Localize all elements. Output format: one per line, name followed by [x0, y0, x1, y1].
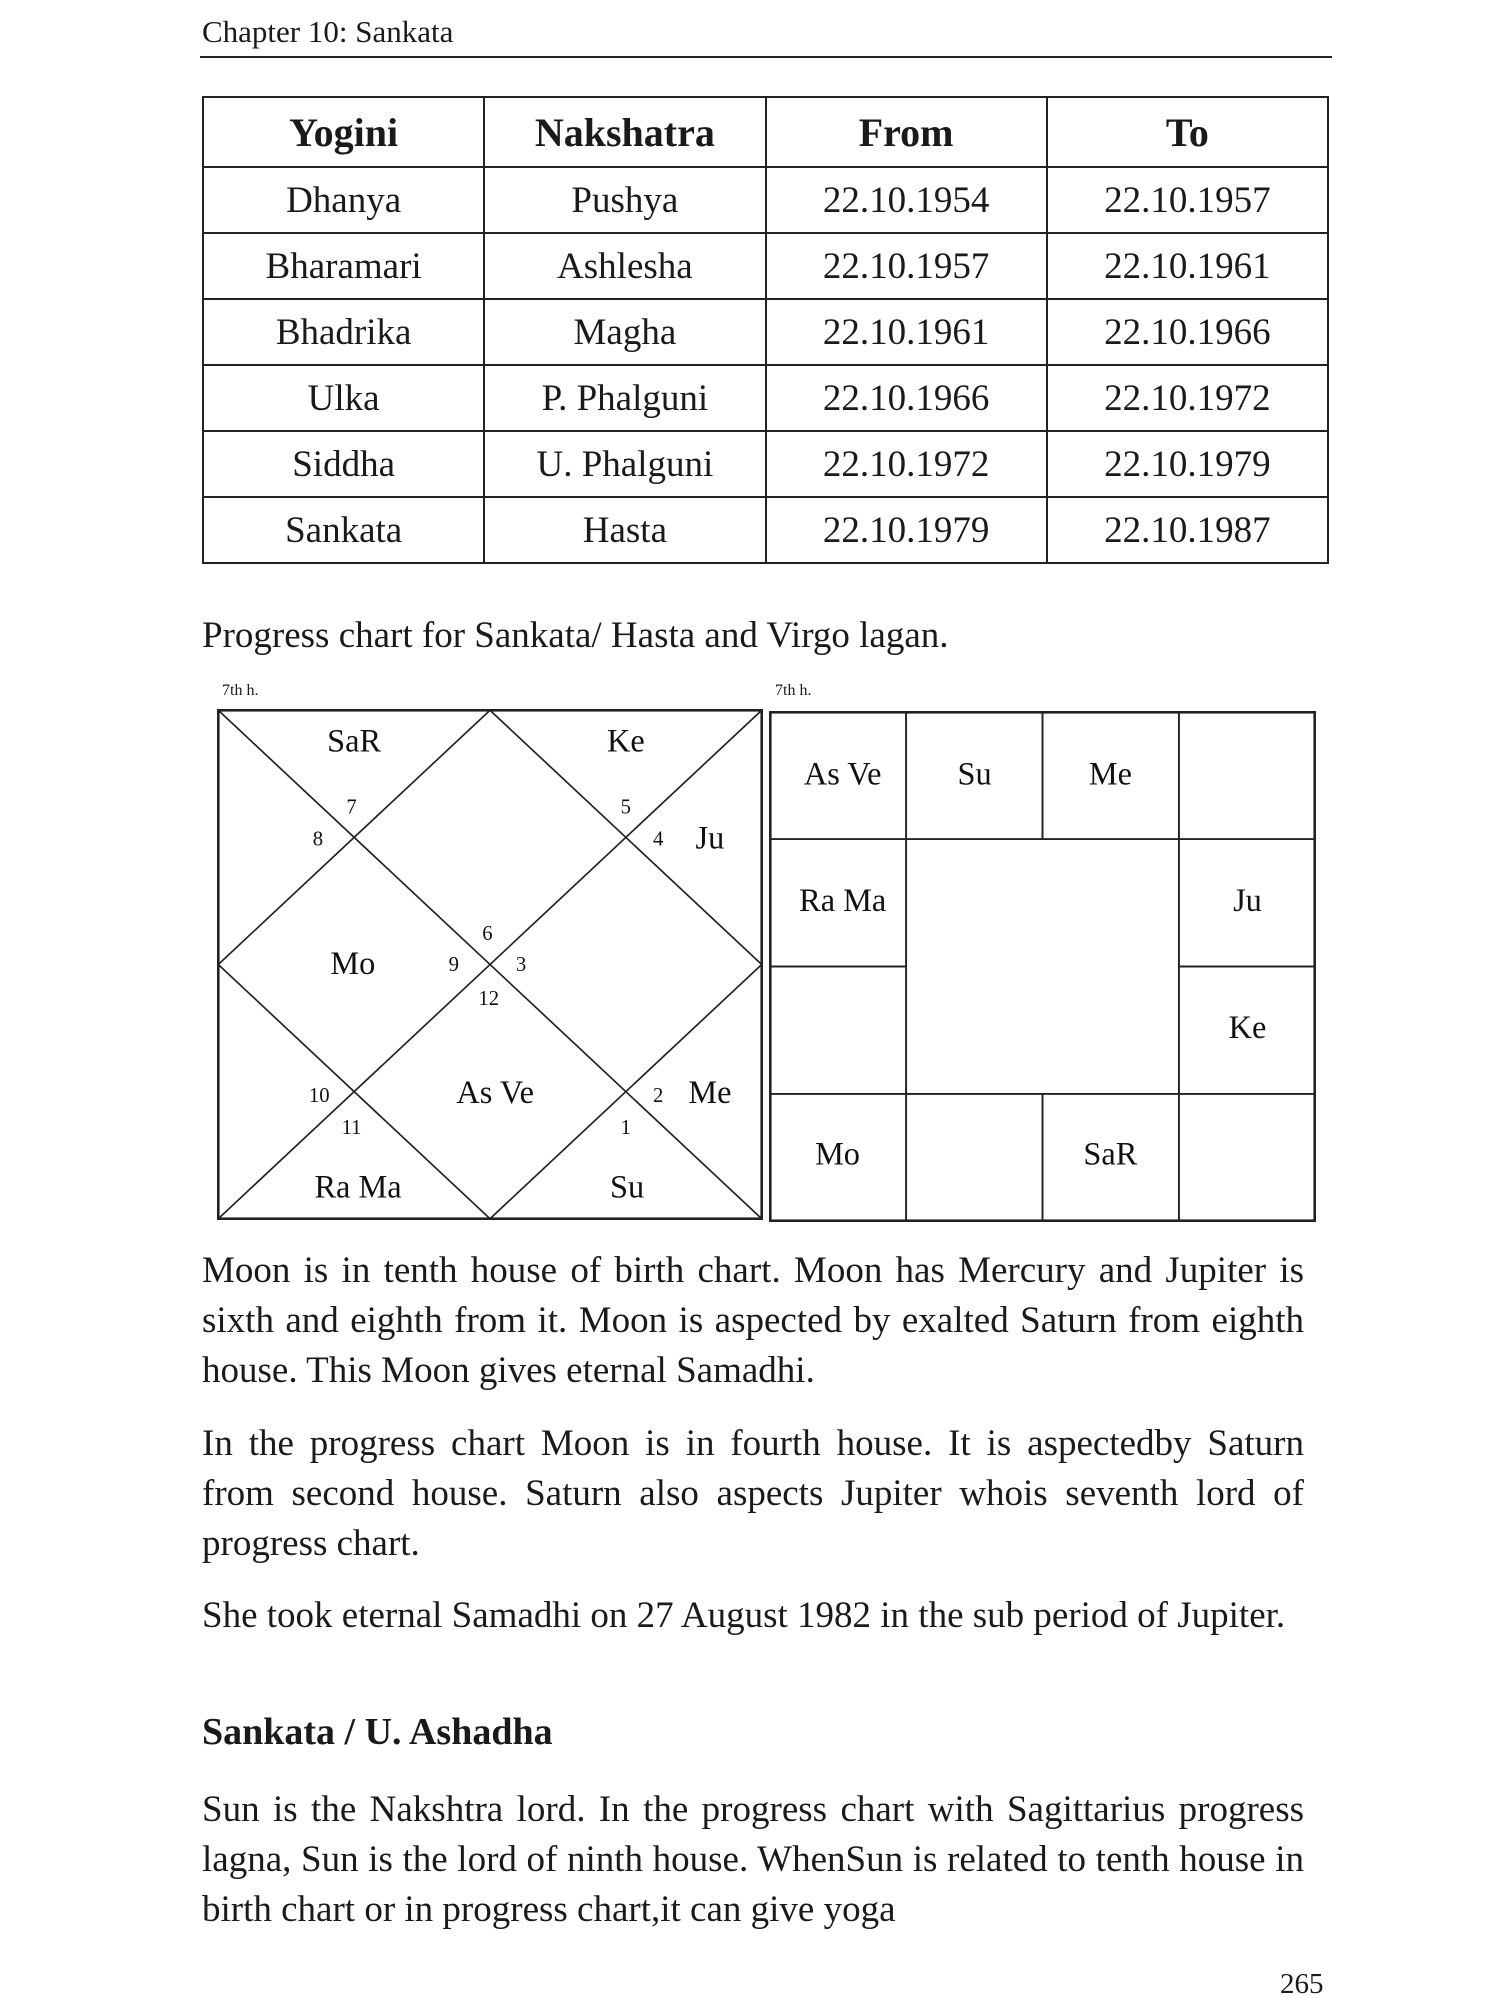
- house-number: 7: [346, 796, 357, 819]
- cell-label: Su: [957, 755, 992, 792]
- table-cell: Magha: [484, 299, 765, 365]
- house-number: 8: [312, 828, 324, 851]
- table-cell: 22.10.1972: [1047, 365, 1328, 431]
- column-header: To: [1047, 97, 1328, 167]
- table-cell: Bhadrika: [203, 299, 484, 365]
- table-cell: 22.10.1961: [1047, 233, 1328, 299]
- table-cell: Hasta: [484, 497, 765, 563]
- north-chart-label: 7th h.: [222, 682, 259, 699]
- table-cell: Siddha: [203, 431, 484, 497]
- house-number: 10: [308, 1084, 330, 1107]
- house-number: 6: [482, 923, 493, 946]
- table-row: [203, 167, 1328, 233]
- planet-label: Ra Ma: [314, 1168, 402, 1205]
- table-header-row: [203, 97, 1328, 167]
- table-cell: 22.10.1961: [766, 299, 1047, 365]
- planet-label: As Ve: [456, 1074, 534, 1111]
- planet-label: Su: [610, 1168, 645, 1205]
- table-cell: 22.10.1966: [1047, 299, 1328, 365]
- table-cell: U. Phalguni: [484, 431, 765, 497]
- cell-label: Ra Ma: [799, 882, 887, 919]
- planet-label: Ju: [695, 819, 725, 856]
- table-cell: Pushya: [484, 167, 765, 233]
- table-cell: 22.10.1979: [1047, 431, 1328, 497]
- cell-label: Ke: [1228, 1008, 1267, 1045]
- chapter-header: Chapter 10: Sankata: [202, 14, 454, 49]
- paragraph: Moon is in tenth house of birth chart. Moon has Mercury and Jupiter is sixth and eighth from it. Moon is aspected by exalted Saturn from eighth house. This Moon gives eternal Samadhi.: [202, 1250, 1304, 1391]
- table-cell: 22.10.1979: [766, 497, 1047, 563]
- yogini-table: [202, 96, 1329, 564]
- house-number: 9: [448, 954, 459, 977]
- table-cell: 22.10.1972: [766, 431, 1047, 497]
- planet-label: SaR: [327, 722, 382, 759]
- cell-label: SaR: [1083, 1135, 1138, 1172]
- table-cell: 22.10.1987: [1047, 497, 1328, 563]
- table-row: [203, 431, 1328, 497]
- house-number: 4: [653, 828, 664, 851]
- cell-label: Me: [1088, 755, 1132, 792]
- paragraph: In the progress chart Moon is in fourth house. It is aspectedby Saturn from second house. Saturn also aspects Jupiter whois seventh lord of progress chart.: [202, 1423, 1304, 1564]
- house-number: 5: [620, 796, 632, 819]
- south-indian-chart: [769, 711, 1316, 1222]
- table-cell: P. Phalguni: [484, 365, 765, 431]
- header-rule: [200, 56, 1332, 58]
- house-number: 3: [515, 954, 527, 977]
- column-header: Nakshatra: [484, 97, 765, 167]
- cell-label: Ju: [1233, 882, 1262, 919]
- table-row: [203, 365, 1328, 431]
- cell-label: As Ve: [803, 755, 882, 792]
- house-number: 11: [341, 1117, 362, 1140]
- table-row: [203, 233, 1328, 299]
- planet-label: Ke: [607, 722, 645, 759]
- table-cell: Ashlesha: [484, 233, 765, 299]
- house-number: 12: [478, 987, 500, 1010]
- table-cell: Dhanya: [203, 167, 484, 233]
- paragraph: She took eternal Samadhi on 27 August 1982 in the sub period of Jupiter.: [202, 1595, 1286, 1636]
- paragraph: Sun is the Nakshtra lord. In the progress chart with Sagittarius progress lagna, Sun is the lord of ninth house. WhenSun is related to tenth house in birth chart or in progress chart,it can give yoga: [202, 1789, 1304, 1930]
- page-number: 265: [1280, 1968, 1324, 2000]
- table-cell: 22.10.1954: [766, 167, 1047, 233]
- chart-caption: Progress chart for Sankata/ Hasta and Virgo lagan.: [202, 615, 949, 656]
- column-header: From: [766, 97, 1047, 167]
- planet-label: Mo: [330, 944, 376, 981]
- planet-label: Me: [688, 1074, 732, 1111]
- north-indian-chart: [217, 709, 763, 1220]
- section-heading: Sankata / U. Ashadha: [202, 1711, 553, 1753]
- house-number: 2: [653, 1084, 664, 1107]
- table-row: [203, 299, 1328, 365]
- table-cell: 22.10.1957: [766, 233, 1047, 299]
- house-number: 1: [620, 1117, 632, 1140]
- table-cell: 22.10.1966: [766, 365, 1047, 431]
- table-cell: 22.10.1957: [1047, 167, 1328, 233]
- table-cell: Bharamari: [203, 233, 484, 299]
- table-row: [203, 497, 1328, 563]
- south-chart-label: 7th h.: [775, 682, 812, 699]
- cell-label: Mo: [815, 1135, 860, 1172]
- table-cell: Ulka: [203, 365, 484, 431]
- table-cell: Sankata: [203, 497, 484, 563]
- column-header: Yogini: [203, 97, 484, 167]
